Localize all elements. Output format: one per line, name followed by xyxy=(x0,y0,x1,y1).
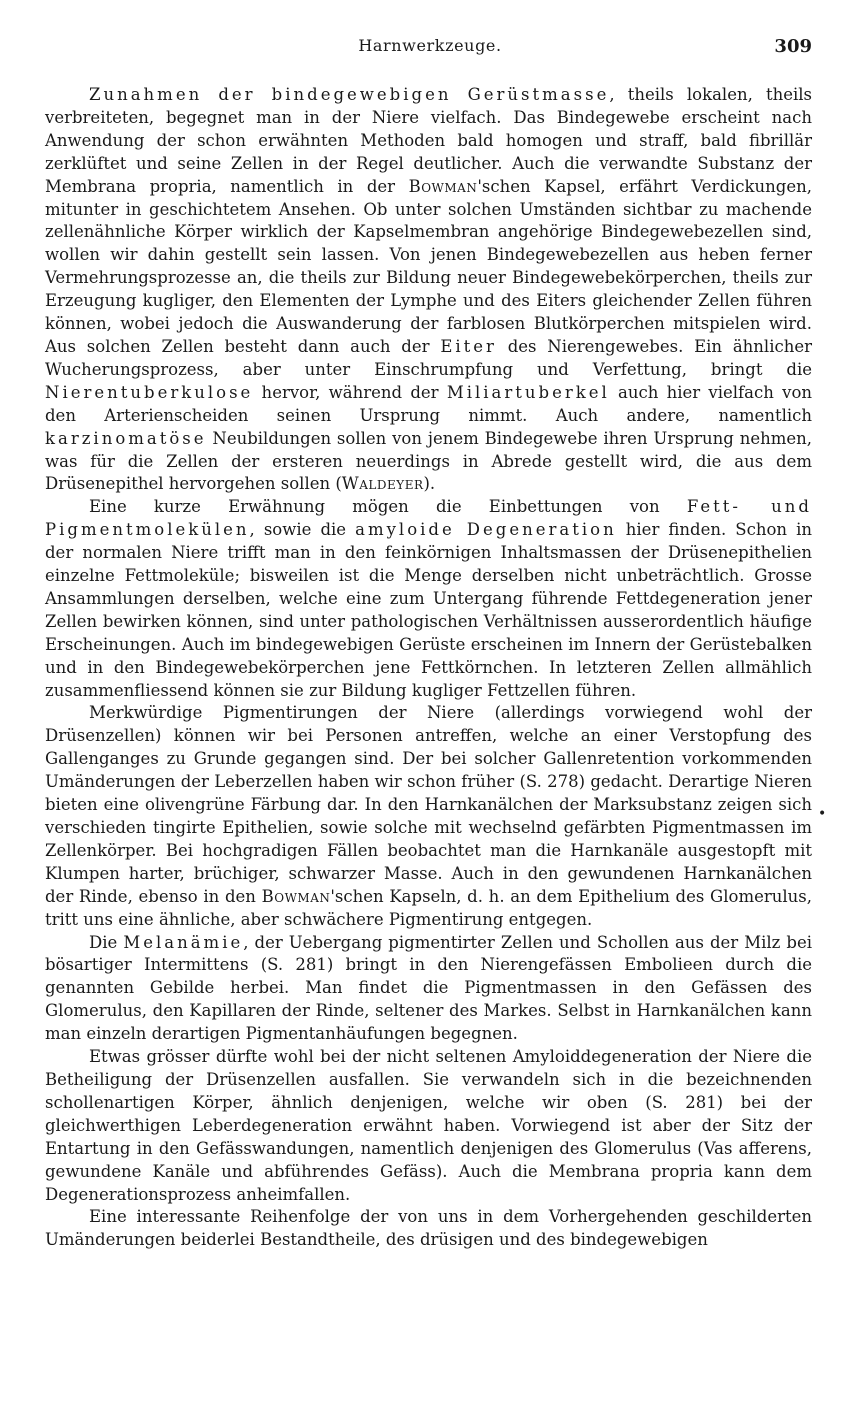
author-name: Waldeyer xyxy=(341,474,424,494)
emphasis-text: Nierentuberkulose xyxy=(45,382,254,402)
page-number: 309 xyxy=(774,36,812,57)
running-title: Harnwerkzeuge. xyxy=(358,36,502,55)
emphasis-text: Miliartuberkel xyxy=(446,382,610,402)
emphasis-text: Fett- und Pigmentmolekülen xyxy=(45,497,812,540)
text-run: 'schen Kapseln, d. h. an dem Epithelium des Glomerulus, tritt uns eine ähnliche, aber schwächere Pigmentirung entgegen. xyxy=(45,886,812,929)
text-run: des Nierengewebes. Ein ähnlicher Wucherungsprozess, aber unter Einschrumpfung und Verfettung, bringt die xyxy=(45,336,813,379)
paragraph-3 xyxy=(45,702,812,931)
paragraph-4 xyxy=(45,932,812,1047)
text-run: Neubildungen sollen von jenem Bindegewebe ihren Ursprung nehmen, was für die Zellen der ersteren neuerdings in Abrede gestellt wird, die aus dem Drüsenepithel hervorgehen sollen ( xyxy=(45,428,812,494)
text-run: , sowie die xyxy=(249,520,356,540)
paragraph-5 xyxy=(45,1046,812,1206)
emphasis-text: Eiter xyxy=(440,336,497,356)
emphasis-text: Zunahmen der bindegewebigen Gerüstmasse xyxy=(89,85,610,104)
paragraph-2 xyxy=(45,496,812,702)
author-name: Bowman xyxy=(261,886,331,906)
paragraph-1 xyxy=(45,84,812,496)
text-run: , theils lokalen, theils verbreiteten, begegnet man in der Niere vielfach. Das Bindegewebe erscheint nach Anwendung der schon erwähnten Methoden bald homogen und straff, bald fibrillär zerklüftet und seine Zellen in der Regel deutlicher. Auch die verwandte Substanz der Membrana propria, namentlich in der xyxy=(45,85,812,196)
emphasis-text: karzinomatöse xyxy=(45,428,207,448)
text-run: hier finden. Schon in der normalen Niere trifft man in den feinkörnigen Inhaltsmassen der Drüsenepithelien einzelne Fettmoleküle; bisweilen ist die Menge derselben nicht unbeträchtlich. Grosse Ansammlungen derselben, welche eine zum Untergang führende Fettdegeneration jener Zellen bewirken können, sind unter pathologischen Verhältnissen ausserordentlich häufige Erscheinungen. Auch im bindegewebigen Gerüste erscheinen im Innern der Gerüstebalken und in den Bindegewebekörperchen jene Fettkörnchen. In letzteren Zellen allmählich zusammenfliessend können sie zur Bildung kugliger Fettzellen führen. xyxy=(45,520,812,700)
author-name: Bowman xyxy=(408,176,478,196)
text-run: auch hier vielfach von den Arterienscheiden seinen Ursprung nimmt. Auch andere, namentlich xyxy=(45,382,812,425)
text-run: Eine kurze Erwähnung mögen die Einbettungen von xyxy=(89,497,687,517)
running-head xyxy=(0,36,860,60)
emphasis-text: amyloide Degeneration xyxy=(355,520,617,540)
text-run: 'schen Kapsel, erfährt Verdickungen, mitunter in geschichtetem Ansehen. Ob unter solchen Umständen sichtbar zu machende zellenähnliche Körper wirklich der Kapselmembran angehörige Bindegewebezellen sind, wollen wir dahin gestellt sein lassen. Von jenen Bindegewebezellen aus heben ferner Vermehrungsprozesse an, die theils zur Bildung neuer Bindegewebekörperchen, theils zur Erzeugung kugliger, den Elementen der Lymphe und des Eiters gleichender Zellen führen können, wobei jedoch die Auswanderung der farblosen Blutkörperchen mitspielen wird. Aus solchen Zellen besteht dann auch der xyxy=(45,176,812,356)
text-run: Merkwürdige Pigmentirungen der Niere (allerdings vorwiegend wohl der Drüsenzellen) können wir bei Personen antreffen, welche an einer Verstopfung des Gallenganges zu Grunde gegangen sind. Der bei solcher Gallenretention vorkommenden Umänderungen der Leberzellen haben wir schon früher (S. 278) gedacht. Derartige Nieren bieten eine olivengrüne Färbung dar. In den Harnkanälchen der Marksubstanz zeigen sich verschieden tingirte Epithelien, sowie solche mit wechselnd gefärbten Pigmentmassen im Zellenkörper. Bei hochgradigen Fällen beobachtet man die Harnkanäle ausgestopft mit Klumpen harter, brüchiger, schwarzer Masse. Auch in den gewundenen Harnkanälchen der Rinde, ebenso in den xyxy=(45,703,812,906)
text-run: Eine interessante Reihenfolge der von uns in dem Vorhergehenden geschilderten Umänderungen beiderlei Bestandtheile, des drüsigen und des bindegewebigen xyxy=(45,1207,812,1250)
text-run: , der Uebergang pigmentirter Zellen und Schollen aus der Milz bei bösartiger Intermittens (S. 281) bringt in den Nierengefässen Embolieen durch die genannten Gebilde herbei. Man findet die Pigmentmassen in den Gefässen des Glomerulus, den Kapillaren der Rinde, seltener des Markes. Selbst in Harnkanälchen kann man einzeln derartigen Pigmentanhäufungen begegnen. xyxy=(45,932,812,1044)
paragraph-6 xyxy=(45,1206,812,1252)
text-run: ). xyxy=(423,474,436,494)
margin-dot-mark: • xyxy=(818,806,827,822)
text-run: Die xyxy=(89,932,124,952)
emphasis-text: Melanämie xyxy=(123,932,244,952)
body-text xyxy=(45,84,812,1252)
text-run: Etwas grösser dürfte wohl bei der nicht seltenen Amyloiddegeneration der Niere die Betheiligung der Drüsenzellen ausfallen. Sie verwandeln sich in die bezeichnenden schollenartigen Körper, ähnlich denjenigen, welche wir oben (S. 281) bei der gleichwerthigen Leberdegeneration erwähnt haben. Vorwiegend ist aber der Sitz der Entartung in den Gefässwandungen, namentlich denjenigen des Glomerulus (Vas afferens, gewundene Kanäle und abführendes Gefäss). Auch die Membrana propria kann dem Degenerationsprozess anheimfallen. xyxy=(45,1047,812,1204)
text-run: hervor, während der xyxy=(253,382,447,402)
